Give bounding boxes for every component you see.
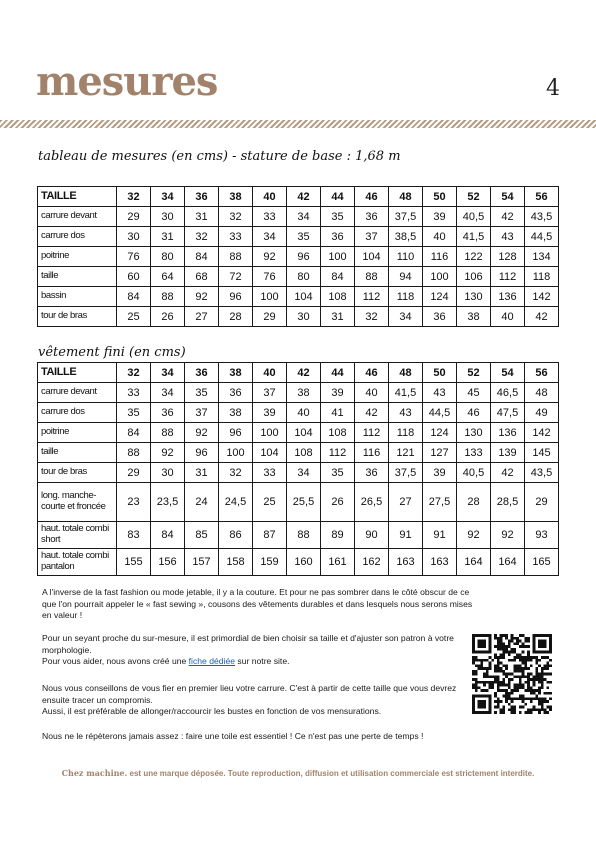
- row-label: haut. totale combi pantalon: [38, 549, 117, 576]
- measurement-cell: 91: [389, 522, 423, 549]
- measurement-cell: 45: [457, 383, 491, 403]
- measurement-cell: 26: [151, 307, 185, 327]
- intro-paragraph: A l'inverse de la fast fashion ou mode jetable, il y a la couture. Et pour ne pas sombrer dans le côté obscur de ce que l'on pourrait appeler le « fast sewing », cousons des vêtements durables et dans lesquels nous serons mises en valeur !: [42, 587, 473, 620]
- measurement-cell: 24: [185, 483, 219, 522]
- size-header-row: [38, 363, 559, 383]
- measurement-cell: 161: [321, 549, 355, 576]
- measurement-cell: 124: [423, 423, 457, 443]
- measurement-cell: 43,5: [525, 207, 559, 227]
- measurement-cell: 29: [117, 207, 151, 227]
- size-header-cell: 52: [457, 187, 491, 207]
- measurement-cell: 96: [219, 287, 253, 307]
- measurement-cell: 124: [423, 287, 457, 307]
- measurement-cell: 93: [525, 522, 559, 549]
- measurement-cell: 112: [491, 267, 525, 287]
- row-label: carrure dos: [38, 227, 117, 247]
- finished-garment-heading: vêtement fini (en cms): [38, 345, 186, 360]
- measurement-cell: 23: [117, 483, 151, 522]
- measurement-cell: 35: [287, 227, 321, 247]
- row-label: bassin: [38, 287, 117, 307]
- measurement-cell: 118: [389, 287, 423, 307]
- measurement-cell: 142: [525, 423, 559, 443]
- measurement-cell: 116: [423, 247, 457, 267]
- measurement-cell: 32: [185, 227, 219, 247]
- measurement-cell: 112: [321, 443, 355, 463]
- measurement-cell: 27: [389, 483, 423, 522]
- row-label: taille: [38, 443, 117, 463]
- size-header-cell: 42: [287, 187, 321, 207]
- size-header-cell: 32: [117, 363, 151, 383]
- row-label: tour de bras: [38, 463, 117, 483]
- measurement-cell: 136: [491, 287, 525, 307]
- measurement-cell: 39: [423, 463, 457, 483]
- measurement-cell: 86: [219, 522, 253, 549]
- measurement-cell: 34: [151, 383, 185, 403]
- measurement-cell: 37,5: [389, 463, 423, 483]
- size-header-cell: 34: [151, 187, 185, 207]
- fit-help-line: [42, 656, 472, 668]
- measurement-cell: 40,5: [457, 463, 491, 483]
- measurement-cell: 89: [321, 522, 355, 549]
- measurement-cell: 46,5: [491, 383, 525, 403]
- measurement-cell: 68: [185, 267, 219, 287]
- measurement-cell: 34: [287, 463, 321, 483]
- fiche-dediee-link[interactable]: fiche dédiée: [188, 656, 236, 666]
- measurement-cell: 25,5: [287, 483, 321, 522]
- measurement-cell: 36: [355, 207, 389, 227]
- measurement-cell: 28: [457, 483, 491, 522]
- measurement-cell: 108: [287, 443, 321, 463]
- measurement-cell: 44,5: [423, 403, 457, 423]
- size-header-row: [38, 187, 559, 207]
- table-row: [38, 207, 559, 227]
- size-header-cell: 48: [389, 363, 423, 383]
- measurement-cell: 36: [423, 307, 457, 327]
- measurement-cell: 42: [355, 403, 389, 423]
- measurement-cell: 40: [287, 403, 321, 423]
- measurement-cell: 30: [151, 463, 185, 483]
- measurement-cell: 39: [321, 383, 355, 403]
- measurement-cell: 121: [389, 443, 423, 463]
- measurement-cell: 27,5: [423, 483, 457, 522]
- measurement-cell: 96: [287, 247, 321, 267]
- measurement-cell: 100: [423, 267, 457, 287]
- fit-help-after: sur notre site.: [235, 656, 290, 666]
- table-row: [38, 463, 559, 483]
- measurement-cell: 85: [185, 522, 219, 549]
- measurement-cell: 116: [355, 443, 389, 463]
- size-header-cell: 36: [185, 187, 219, 207]
- table-row: [38, 522, 559, 549]
- measurement-cell: 145: [525, 443, 559, 463]
- measurement-cell: 29: [253, 307, 287, 327]
- measurement-cell: 39: [253, 403, 287, 423]
- body-measurements-heading: tableau de mesures (en cms) - stature de base : 1,68 m: [38, 149, 401, 164]
- size-header-cell: 48: [389, 187, 423, 207]
- measurement-cell: 35: [185, 383, 219, 403]
- measurement-cell: 139: [491, 443, 525, 463]
- measurement-cell: 31: [185, 463, 219, 483]
- measurement-cell: 83: [117, 522, 151, 549]
- measurement-cell: 25: [253, 483, 287, 522]
- measurement-cell: 43: [389, 403, 423, 423]
- measurement-cell: 33: [253, 463, 287, 483]
- measurement-cell: 130: [457, 423, 491, 443]
- size-header-cell: 40: [253, 187, 287, 207]
- carrure-paragraph-text: Nous vous conseillons de vous fier en premier lieu votre carrure. C'est à partir de cette taille que vous devrez ensuite tracer un compromis.: [42, 683, 457, 705]
- measurement-cell: 46: [457, 403, 491, 423]
- measurement-cell: 88: [117, 443, 151, 463]
- measurement-cell: 87: [253, 522, 287, 549]
- measurement-cell: 91: [423, 522, 457, 549]
- size-header-cell: 56: [525, 363, 559, 383]
- measurement-cell: 84: [321, 267, 355, 287]
- footer-brand: Chez machine.: [61, 768, 128, 778]
- measurement-cell: 38,5: [389, 227, 423, 247]
- measurement-cell: 134: [525, 247, 559, 267]
- measurement-cell: 118: [525, 267, 559, 287]
- measurement-cell: 100: [321, 247, 355, 267]
- measurement-cell: 104: [355, 247, 389, 267]
- measurement-cell: 92: [457, 522, 491, 549]
- copyright-footer: [0, 768, 596, 778]
- measurement-cell: 110: [389, 247, 423, 267]
- measurement-cell: 160: [287, 549, 321, 576]
- measurement-cell: 108: [321, 423, 355, 443]
- size-header-cell: 34: [151, 363, 185, 383]
- measurement-cell: 133: [457, 443, 491, 463]
- measurement-cell: 40,5: [457, 207, 491, 227]
- measurement-cell: 36: [219, 383, 253, 403]
- measurement-cell: 29: [525, 483, 559, 522]
- size-header-cell: 40: [253, 363, 287, 383]
- measurement-cell: 27: [185, 307, 219, 327]
- measurement-cell: 32: [355, 307, 389, 327]
- measurement-cell: 49: [525, 403, 559, 423]
- measurement-cell: 100: [253, 423, 287, 443]
- measurement-cell: 33: [117, 383, 151, 403]
- size-header-cell: 50: [423, 363, 457, 383]
- measurement-cell: 43: [491, 227, 525, 247]
- size-header-cell: 46: [355, 363, 389, 383]
- size-header-cell: 38: [219, 363, 253, 383]
- row-label: haut. totale combi short: [38, 522, 117, 549]
- row-label: taille: [38, 267, 117, 287]
- measurement-cell: 36: [321, 227, 355, 247]
- measurement-cell: 92: [491, 522, 525, 549]
- measurement-cell: 88: [287, 522, 321, 549]
- footer-text: est une marque déposée. Toute reproduction, diffusion et utilisation commerciale est strictement interdite.: [127, 769, 535, 778]
- measurement-cell: 157: [185, 549, 219, 576]
- size-header-cell: 52: [457, 363, 491, 383]
- table-row: [38, 483, 559, 522]
- measurement-cell: 40: [491, 307, 525, 327]
- bust-adjust-text: Aussi, il est préférable de allonger/raccourcir les bustes en fonction de vos mensurations.: [42, 706, 382, 716]
- size-header-cell: 46: [355, 187, 389, 207]
- measurement-cell: 33: [219, 227, 253, 247]
- measurement-cell: 127: [423, 443, 457, 463]
- measurement-cell: 88: [151, 423, 185, 443]
- measurement-cell: 26,5: [355, 483, 389, 522]
- fit-paragraph: [42, 633, 472, 668]
- measurement-cell: 39: [423, 207, 457, 227]
- measurement-cell: 64: [151, 267, 185, 287]
- measurement-cell: 163: [389, 549, 423, 576]
- measurement-cell: 34: [389, 307, 423, 327]
- row-label: long. manche-courte et froncée: [38, 483, 117, 522]
- measurement-cell: 84: [117, 423, 151, 443]
- table-row: [38, 423, 559, 443]
- measurement-cell: 60: [117, 267, 151, 287]
- measurement-cell: 156: [151, 549, 185, 576]
- measurement-cell: 43,5: [525, 463, 559, 483]
- table-row: [38, 443, 559, 463]
- measurement-cell: 104: [253, 443, 287, 463]
- table-row: [38, 307, 559, 327]
- table-row: [38, 267, 559, 287]
- measurement-cell: 36: [151, 403, 185, 423]
- measurement-cell: 35: [321, 207, 355, 227]
- measurement-cell: 96: [185, 443, 219, 463]
- measurement-cell: 38: [457, 307, 491, 327]
- finished-garment-table: [37, 362, 559, 576]
- size-header-cell: 38: [219, 187, 253, 207]
- measurement-cell: 32: [219, 463, 253, 483]
- measurement-cell: 26: [321, 483, 355, 522]
- size-header-cell: 44: [321, 187, 355, 207]
- measurement-cell: 36: [355, 463, 389, 483]
- measurement-cell: 100: [219, 443, 253, 463]
- measurement-cell: 42: [525, 307, 559, 327]
- measurement-cell: 104: [287, 423, 321, 443]
- measurement-cell: 90: [355, 522, 389, 549]
- measurement-cell: 84: [185, 247, 219, 267]
- measurement-cell: 42: [491, 207, 525, 227]
- fit-paragraph-text: Pour un seyant proche du sur-mesure, il est primordial de bien choisir sa taille et d'ajuster son patron à votre morphologie.: [42, 633, 454, 655]
- measurement-cell: 42: [491, 463, 525, 483]
- body-measurements-table: [37, 186, 559, 327]
- measurement-cell: 41,5: [389, 383, 423, 403]
- table-row: [38, 403, 559, 423]
- measurement-cell: 35: [321, 463, 355, 483]
- size-header-cell: 54: [491, 187, 525, 207]
- measurement-cell: 32: [219, 207, 253, 227]
- measurement-cell: 30: [287, 307, 321, 327]
- measurement-cell: 163: [423, 549, 457, 576]
- table-row: [38, 247, 559, 267]
- measurement-cell: 130: [457, 287, 491, 307]
- measurement-cell: 76: [117, 247, 151, 267]
- measurement-cell: 30: [151, 207, 185, 227]
- measurement-cell: 155: [117, 549, 151, 576]
- measurement-cell: 25: [117, 307, 151, 327]
- measurement-cell: 29: [117, 463, 151, 483]
- measurement-cell: 40: [423, 227, 457, 247]
- measurement-cell: 31: [185, 207, 219, 227]
- measurement-cell: 159: [253, 549, 287, 576]
- row-label: poitrine: [38, 247, 117, 267]
- measurement-cell: 34: [287, 207, 321, 227]
- table-row: [38, 549, 559, 576]
- measurement-cell: 47,5: [491, 403, 525, 423]
- measurement-cell: 43: [423, 383, 457, 403]
- measurement-cell: 164: [457, 549, 491, 576]
- measurement-cell: 100: [253, 287, 287, 307]
- measurement-cell: 136: [491, 423, 525, 443]
- measurement-cell: 38: [287, 383, 321, 403]
- measurement-cell: 37,5: [389, 207, 423, 227]
- measurement-cell: 33: [253, 207, 287, 227]
- measurement-cell: 80: [287, 267, 321, 287]
- measurement-cell: 31: [321, 307, 355, 327]
- measurement-cell: 88: [355, 267, 389, 287]
- size-header-label: TAILLE: [38, 187, 117, 207]
- measurement-cell: 164: [491, 549, 525, 576]
- measurement-cell: 162: [355, 549, 389, 576]
- qr-code-icon[interactable]: [472, 634, 552, 714]
- measurement-cell: 30: [117, 227, 151, 247]
- measurement-cell: 88: [151, 287, 185, 307]
- size-header-label: TAILLE: [38, 363, 117, 383]
- measurement-cell: 96: [219, 423, 253, 443]
- size-header-cell: 32: [117, 187, 151, 207]
- row-label: poitrine: [38, 423, 117, 443]
- measurement-cell: 112: [355, 287, 389, 307]
- row-label: tour de bras: [38, 307, 117, 327]
- measurement-cell: 72: [219, 267, 253, 287]
- row-label: carrure devant: [38, 207, 117, 227]
- size-header-cell: 42: [287, 363, 321, 383]
- carrure-paragraph: [42, 683, 472, 718]
- measurement-cell: 84: [151, 522, 185, 549]
- size-header-cell: 54: [491, 363, 525, 383]
- measurement-cell: 92: [185, 287, 219, 307]
- measurement-cell: 37: [253, 383, 287, 403]
- size-header-cell: 50: [423, 187, 457, 207]
- measurement-cell: 92: [253, 247, 287, 267]
- decorative-hatch-band: [0, 120, 596, 128]
- measurement-cell: 44,5: [525, 227, 559, 247]
- measurement-cell: 24,5: [219, 483, 253, 522]
- toile-paragraph: Nous ne le répèterons jamais assez : faire une toile est essentiel ! Ce n'est pas une perte de temps !: [42, 731, 424, 741]
- measurement-cell: 31: [151, 227, 185, 247]
- fit-help-before: Pour vous aider, nous avons créé une: [42, 656, 189, 666]
- measurement-cell: 28,5: [491, 483, 525, 522]
- table-row: [38, 287, 559, 307]
- measurement-cell: 104: [287, 287, 321, 307]
- measurement-cell: 92: [185, 423, 219, 443]
- measurement-cell: 41: [321, 403, 355, 423]
- measurement-cell: 37: [185, 403, 219, 423]
- measurement-cell: 112: [355, 423, 389, 443]
- measurement-cell: 106: [457, 267, 491, 287]
- measurement-cell: 34: [253, 227, 287, 247]
- measurement-cell: 88: [219, 247, 253, 267]
- measurement-cell: 38: [219, 403, 253, 423]
- measurement-cell: 165: [525, 549, 559, 576]
- measurement-cell: 94: [389, 267, 423, 287]
- measurement-cell: 23,5: [151, 483, 185, 522]
- measurement-cell: 40: [355, 383, 389, 403]
- measurement-cell: 48: [525, 383, 559, 403]
- measurement-cell: 35: [117, 403, 151, 423]
- measurement-cell: 142: [525, 287, 559, 307]
- measurement-cell: 108: [321, 287, 355, 307]
- measurement-cell: 158: [219, 549, 253, 576]
- measurement-cell: 41,5: [457, 227, 491, 247]
- measurement-cell: 84: [117, 287, 151, 307]
- measurement-cell: 76: [253, 267, 287, 287]
- page-title: mesures: [36, 58, 218, 105]
- row-label: carrure dos: [38, 403, 117, 423]
- table-row: [38, 227, 559, 247]
- measurement-cell: 122: [457, 247, 491, 267]
- measurement-cell: 92: [151, 443, 185, 463]
- row-label: carrure devant: [38, 383, 117, 403]
- measurement-cell: 128: [491, 247, 525, 267]
- measurement-cell: 80: [151, 247, 185, 267]
- measurement-cell: 118: [389, 423, 423, 443]
- page-number: 4: [546, 76, 560, 101]
- size-header-cell: 56: [525, 187, 559, 207]
- measurement-cell: 37: [355, 227, 389, 247]
- measurement-cell: 28: [219, 307, 253, 327]
- size-header-cell: 44: [321, 363, 355, 383]
- size-header-cell: 36: [185, 363, 219, 383]
- table-row: [38, 383, 559, 403]
